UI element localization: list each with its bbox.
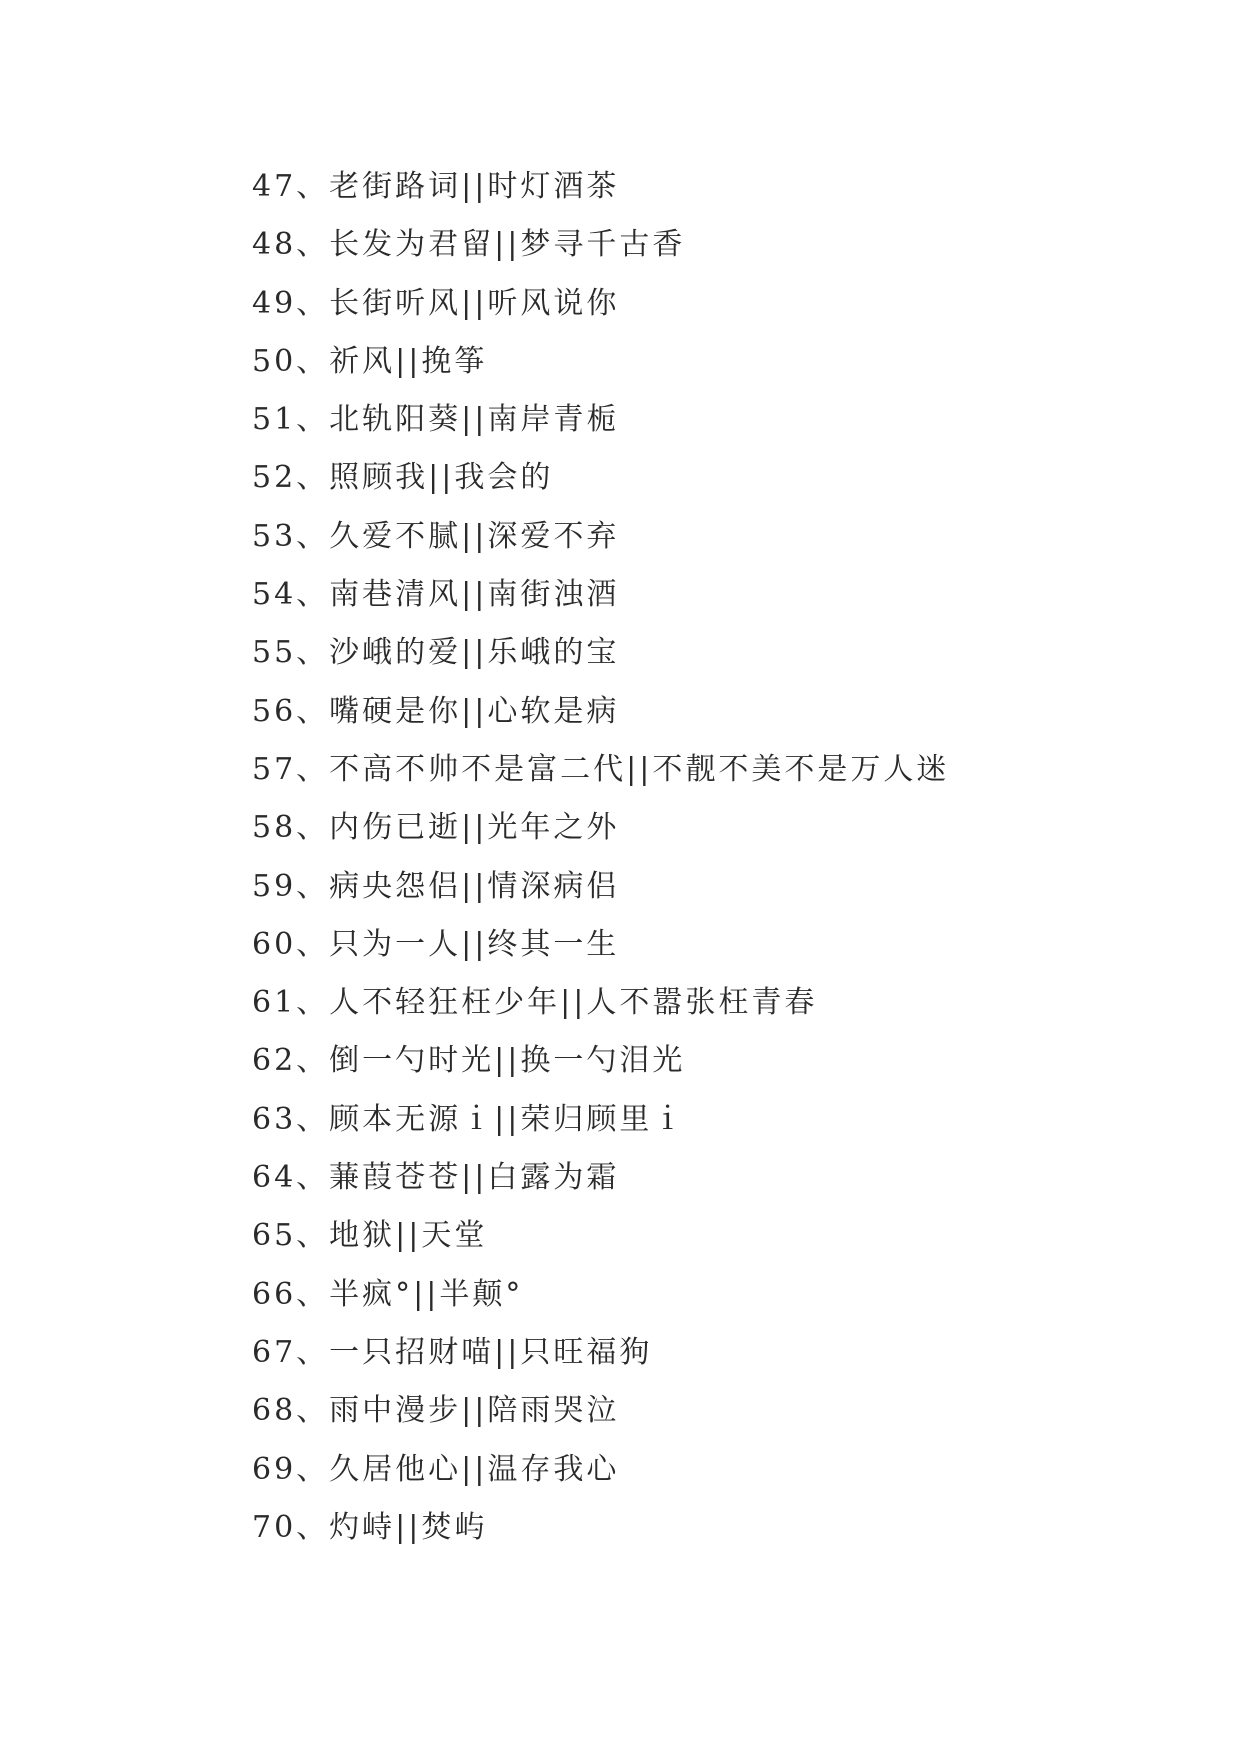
list-item: 64、蒹葭苍苍||白露为霜	[252, 1160, 620, 1196]
list-item: 47、老街路词||时灯酒茶	[252, 169, 620, 204]
list-item: 60、只为一人||终其一生	[252, 926, 620, 962]
list-item: 65、地狱||天堂	[252, 1218, 488, 1254]
list-item: 70、灼峙||焚屿	[252, 1509, 488, 1545]
list-item: 59、病央怨侣||情深病侣	[252, 868, 620, 904]
list-item: 57、不高不帅不是富二代||不靓不美不是万人迷	[252, 751, 950, 787]
list-item: 49、长街听风||听风说你	[252, 285, 620, 321]
list-item: 55、沙峨的爱||乐峨的宝	[252, 635, 620, 671]
list-item: 50、祈风||挽筝	[252, 343, 488, 379]
list-item: 63、顾本无源ｉ||荣归顾里ｉ	[252, 1101, 686, 1137]
list-item: 52、照顾我||我会的	[252, 460, 554, 496]
list-item: 67、一只招财喵||只旺福狗	[252, 1334, 653, 1370]
list-item: 51、北轨阳葵||南岸青栀	[252, 402, 620, 438]
list-item: 68、雨中漫步||陪雨哭泣	[252, 1393, 620, 1429]
list-item: 54、南巷清风||南街浊酒	[252, 577, 620, 613]
list-item: 61、人不轻狂枉少年||人不嚣张枉青春	[252, 985, 818, 1021]
list-item: 48、长发为君留||梦寻千古香	[252, 227, 686, 263]
list-item: 53、久爱不腻||深爱不弃	[252, 518, 620, 554]
list-item: 66、半疯°||半颠°	[252, 1276, 524, 1312]
list-item: 62、倒一勺时光||换一勺泪光	[252, 1043, 686, 1079]
list-item: 56、嘴硬是你||心软是病	[252, 693, 620, 729]
list-item: 58、内伤已逝||光年之外	[252, 810, 620, 846]
name-pair-list	[252, 158, 949, 1557]
list-item: 69、久居他心||温存我心	[252, 1451, 620, 1487]
